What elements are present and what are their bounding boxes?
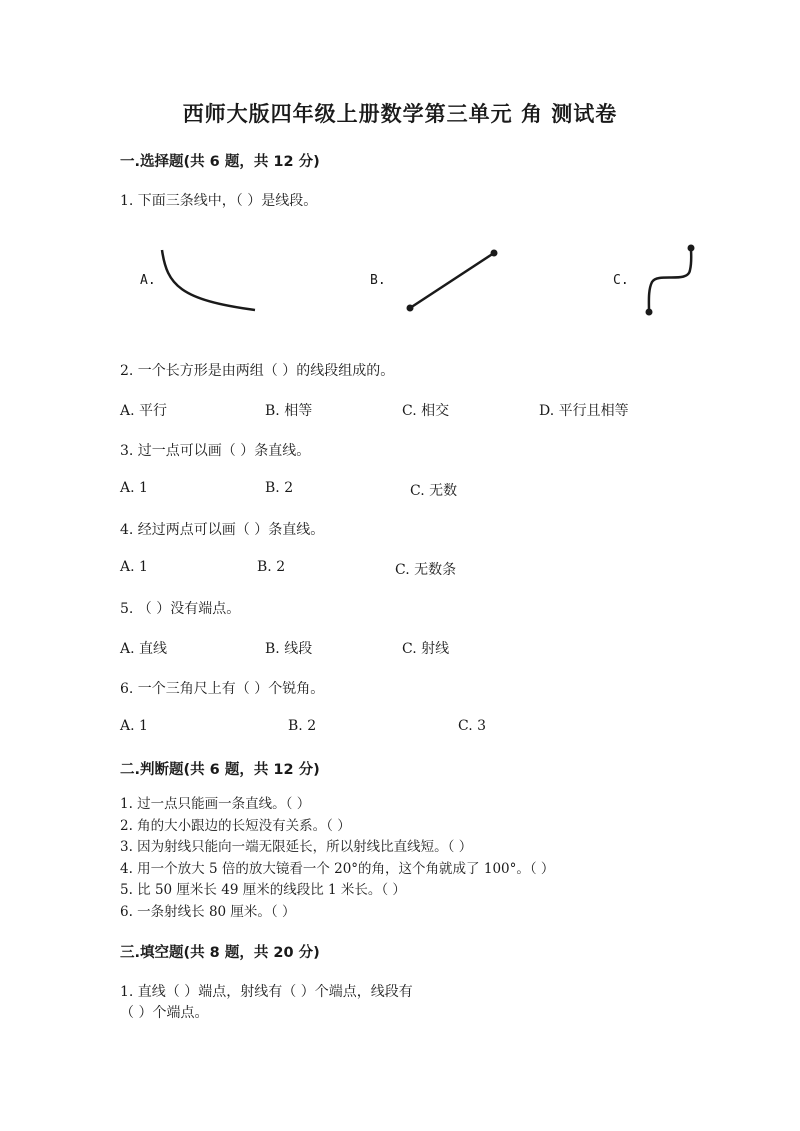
- tf-item-1: 1. 过一点只能画一条直线。（ ）: [120, 796, 311, 812]
- q3-option-a: A. 1: [120, 480, 148, 496]
- tf-item-4: 4. 用一个放大 5 倍的放大镜看一个 20°的角，这个角就成了 100°。（ ）: [120, 860, 555, 877]
- q4-option-b: B. 2: [257, 559, 286, 575]
- fill-question-1-line-1: 1. 直线（ ）端点，射线有（ ）个端点，线段有: [120, 984, 413, 1000]
- q2-option-b: B. 相等: [265, 403, 313, 419]
- q5-option-a: A. 直线: [120, 641, 168, 657]
- question-6: 6. 一个三角尺上有（ ）个锐角。: [120, 681, 325, 697]
- q4-option-c: C. 无数条: [395, 562, 457, 578]
- tf-item-2: 2. 角的大小跟边的长短没有关系。（ ）: [120, 817, 351, 834]
- q5-option-c: C. 射线: [402, 641, 450, 657]
- q3-option-b: B. 2: [265, 480, 294, 496]
- section-judgment-heading: 二.判断题(共 6 题，共 12 分): [120, 762, 320, 778]
- tf-item-5: 5. 比 50 厘米长 49 厘米的线段比 1 米长。（ ）: [120, 882, 406, 898]
- q2-option-d: D. 平行且相等: [539, 403, 629, 419]
- q4-option-a: A. 1: [120, 559, 148, 575]
- q6-option-a: A. 1: [120, 718, 148, 734]
- q2-option-a: A. 平行: [120, 403, 168, 419]
- section-choice-heading: 一.选择题(共 6 题，共 12 分): [120, 154, 320, 170]
- q6-option-c: C. 3: [458, 718, 487, 734]
- question-3: 3. 过一点可以画（ ）条直线。: [120, 443, 311, 459]
- fill-question-1-line-2: （ ）个端点。: [120, 1005, 209, 1021]
- question-1: 1. 下面三条线中，（ ）是线段。: [120, 193, 318, 209]
- tf-item-6: 6. 一条射线长 80 厘米。（ ）: [120, 903, 296, 920]
- figure-label-c: C.: [613, 273, 629, 288]
- figure-label-b: B.: [370, 273, 386, 288]
- question-2: 2. 一个长方形是由两组（ ）的线段组成的。: [120, 363, 395, 379]
- q2-option-c: C. 相交: [402, 403, 450, 419]
- question-4: 4. 经过两点可以画（ ）条直线。: [120, 522, 325, 538]
- question-5: 5. （ ）没有端点。: [120, 601, 241, 617]
- q3-option-c: C. 无数: [410, 483, 458, 499]
- page-title: 西师大版四年级上册数学第三单元 角 测试卷: [182, 102, 618, 126]
- q5-option-b: B. 线段: [265, 641, 313, 657]
- figure-a-curve: [155, 245, 265, 320]
- tf-item-3: 3. 因为射线只能向一端无限延长，所以射线比直线短。（ ）: [120, 839, 473, 855]
- figure-b-segment: [400, 245, 505, 320]
- q6-option-b: B. 2: [288, 718, 317, 734]
- figure-label-a: A.: [140, 273, 156, 288]
- section-fill-heading: 三.填空题(共 8 题，共 20 分): [120, 945, 320, 961]
- figure-c-curve: [640, 240, 700, 320]
